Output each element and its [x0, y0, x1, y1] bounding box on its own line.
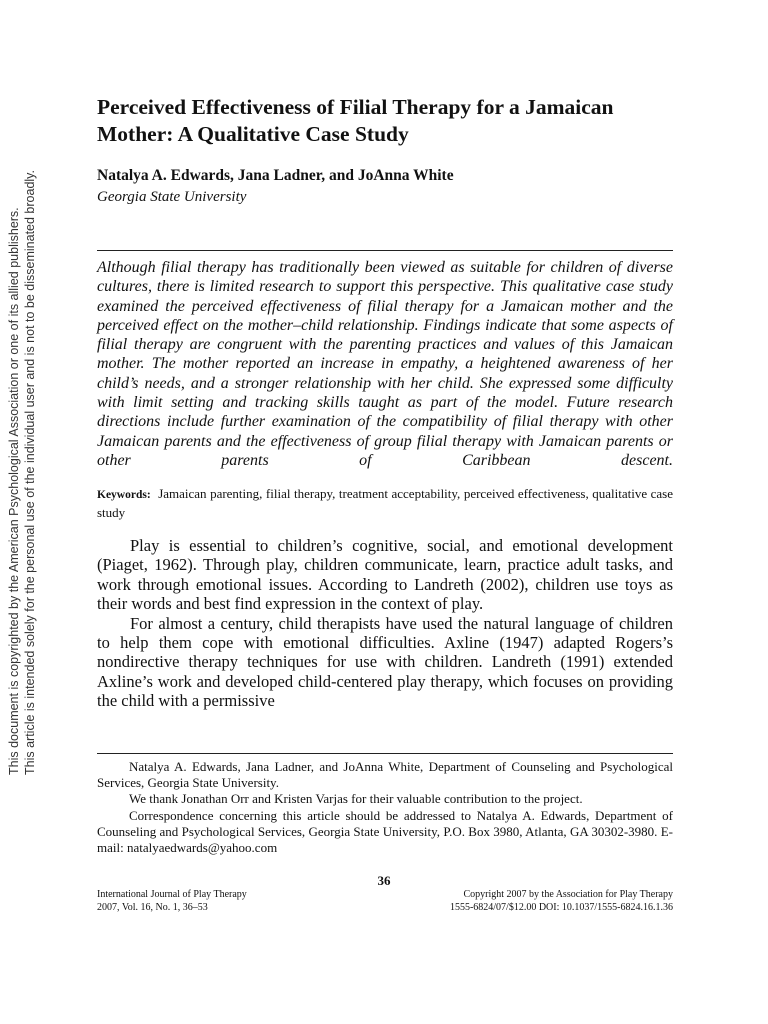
copyright-info — [393, 888, 673, 914]
abstract-divider — [97, 250, 673, 251]
copyright-line: Copyright 2007 by the Association for Play Therapy — [463, 889, 673, 900]
author-note-affiliations: Natalya A. Edwards, Jana Ladner, and JoAnna White, Department of Counseling and Psychological Services, Georgia State University. — [97, 759, 673, 791]
keywords — [97, 485, 673, 522]
copyright-notice-line-1: This document is copyrighted by the American Psychological Association or one of its allied publishers. — [7, 207, 21, 775]
journal-volume: 2007, Vol. 16, No. 1, 36–53 — [97, 902, 208, 913]
author-note-thanks: We thank Jonathan Orr and Kristen Varjas for their valuable contribution to the project. — [129, 791, 583, 807]
keywords-text: Jamaican parenting, filial therapy, treatment acceptability, perceived effectiveness, qualitative case study — [97, 486, 673, 520]
body-paragraph-1: Play is essential to children’s cognitive, social, and emotional development (Piaget, 1962). Through play, children communicate, learn, practice adult tasks, and work through emotional issues. According to Landreth (2002), children use toys as their words and best find expression in the context of play. — [97, 536, 673, 614]
author-note — [97, 759, 673, 856]
body-text — [97, 536, 673, 711]
abstract: Although filial therapy has traditionally been viewed as suitable for children of diverse cultures, there is limited research to support this perspective. This qualitative case study examined the perceived effectiveness of filial therapy for a Jamaican mother and the perceived effect on the mother–child relationship. Findings indicate that some aspects of filial therapy are congruent with the parenting practices and values of this Jamaican mother. The mother reported an increase in empathy, a heightened awareness of her child’s needs, and a stronger relationship with her child. She expressed some difficulty with limit setting and tracking skills taught as part of the model. Future research directions include further examination of the compatibility of filial therapy with other Jamaican parents and the effectiveness of group filial therapy with Jamaican parents or other parents of Caribbean descent. — [97, 259, 673, 469]
page-number: 36 — [377, 873, 391, 888]
author-affiliation: Georgia State University — [97, 189, 247, 205]
journal-name: International Journal of Play Therapy — [97, 889, 247, 900]
keywords-label: Keywords: — [97, 489, 151, 501]
copyright-notice-line-2: This article is intended solely for the personal use of the individual user and is not to be disseminated broadly. — [23, 170, 37, 775]
body-paragraph-2: For almost a century, child therapists have used the natural language of children to help them cope with emotional difficulties. Axline (1947) adapted Rogers’s nondirective therapy techniques for use with children. Landreth (1991) extended Axline’s work and developed child-centered play therapy, which focuses on providing the child with a permissive — [97, 613, 673, 711]
doi-line: 1555-6824/07/$12.00 DOI: 10.1037/1555-6824.16.1.36 — [449, 902, 673, 913]
author-list: Natalya A. Edwards, Jana Ladner, and JoAnna White — [97, 167, 454, 184]
journal-info — [97, 888, 377, 914]
copyright-side-notice — [6, 170, 38, 775]
footnote-divider — [97, 753, 673, 754]
author-note-correspondence: Correspondence concerning this article should be addressed to Natalya A. Edwards, Department of Counseling and Psychological Services, Georgia State University, P.O. Box 3980, Atlanta, GA 30302-3980. E-mail: natalyaedwards@yahoo.com — [97, 807, 673, 856]
article-title: Perceived Effectiveness of Filial Therapy for a Jamaican Mother: A Qualitative Case Study — [97, 95, 614, 146]
